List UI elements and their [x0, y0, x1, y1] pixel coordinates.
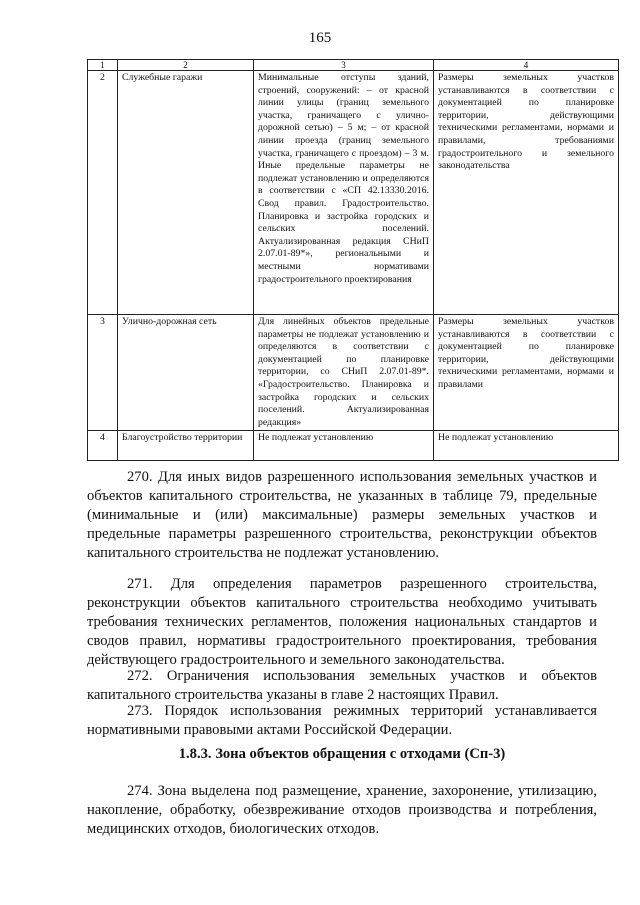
land-plot-sizes: Размеры земельных участков устанавливаются в соответствии с документацией по планировке территории, действующими техническими регламентами, нормами и правилами, требованиями градостроительного и земельного законодательства [434, 71, 619, 315]
paragraph-273: 273. Порядок использования режимных территорий устанавливается нормативными правовыми актами Российской Федерации. [87, 703, 597, 738]
paragraph-274: 274. Зона выделена под размещение, хранение, захоронение, утилизацию, накопление, обработку, обезвреживание отходов производства и потребления, медицинских отходов, биологических отходов. [87, 783, 597, 837]
building-parameters: Минимальные отступы зданий, строений, сооружений: – от красной линии улицы (границ земельного участка, граничащего с улично-дорожной сетью) – 5 м; – от красной линии проезда (границ земельного участка, граничащего с проездом) – 3 м. Иные предельные параметры не подлежат установлению и определяются в соответствии с «СП 42.13330.2016. Свод правил. Градостроительство. Планировка и застройка городских и сельских поселений. Актуализированная редакция СНиП 2.07.01-89*», региональными и местными нормативами градостроительного проектирования [254, 71, 434, 315]
column-header: 3 [254, 60, 434, 71]
paragraph-270: 270. Для иных видов разрешенного использования земельных участков и объектов капитального строительства, не указанных в таблице 79, предельные (минимальные и (или) максимальные) размеры земельных участков и предельные параметры разрешенного строительства, реконструкции объектов капитального строительства не подлежат установлению. [87, 469, 597, 561]
regulations-table [87, 59, 619, 461]
land-plot-sizes: Не подлежат установлению [434, 431, 619, 461]
use-type-name: Улично-дорожная сеть [118, 315, 254, 431]
table-row [88, 71, 619, 315]
paragraph-271: 271. Для определения параметров разрешенного строительства, реконструкции объектов капитального строительства необходимо учитывать требования технических регламентов, положения национальных стандартов и сводов правил, нормативы градостроительного проектирования, требования действующего градостроительного и земельного законодательства. [87, 576, 597, 668]
land-plot-sizes: Размеры земельных участков устанавливаются в соответствии с документацией по планировке территории, действующими техническими регламентами, нормами и правилами [434, 315, 619, 431]
paragraph-272: 272. Ограничения использования земельных участков и объектов капитального строительства указаны в главе 2 настоящих Правил. [87, 668, 597, 703]
column-header: 1 [88, 60, 118, 71]
use-type-name: Благоустройство территории [118, 431, 254, 461]
row-number: 3 [88, 315, 118, 431]
table-row [88, 315, 619, 431]
section-heading: 1.8.3. Зона объектов обращения с отходами (Сп-3) [178, 746, 506, 762]
column-header: 2 [118, 60, 254, 71]
row-number: 4 [88, 431, 118, 461]
use-type-name: Служебные гаражи [118, 71, 254, 315]
table-row [88, 431, 619, 461]
row-number: 2 [88, 71, 118, 315]
building-parameters: Не подлежат установлению [254, 431, 434, 461]
table-header-row [88, 60, 619, 71]
page-number: 165 [308, 30, 332, 46]
building-parameters: Для линейных объектов предельные параметры не подлежат установлению и определяются в соответствии с документацией по планировке территории, со СНиП 2.07.01-89*. «Градостроительство. Планировка и застройка городских и сельских поселений. Актуализированная редакция» [254, 315, 434, 431]
column-header: 4 [434, 60, 619, 71]
